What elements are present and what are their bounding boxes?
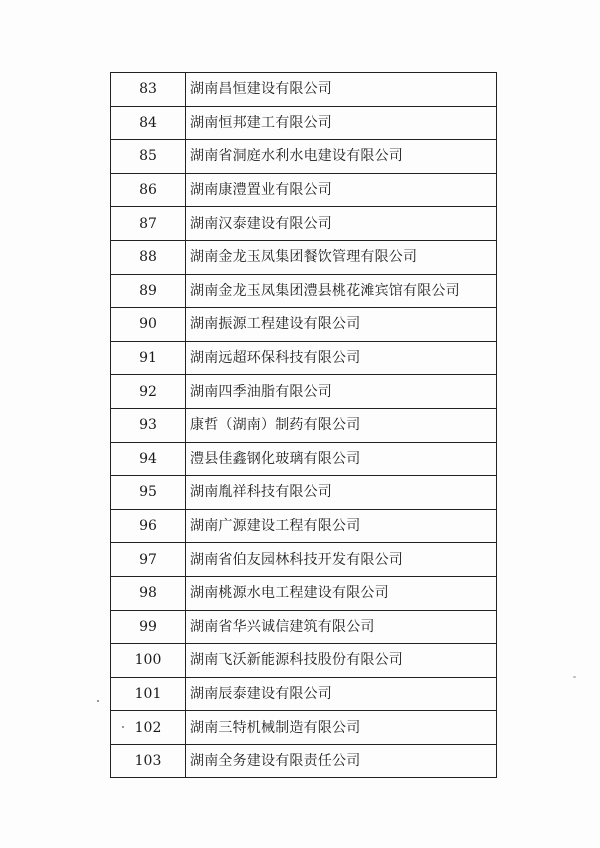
- row-number: 87: [111, 207, 186, 241]
- row-number: 98: [111, 576, 186, 610]
- row-number: 99: [111, 610, 186, 644]
- table-row: [111, 408, 497, 442]
- company-name: 澧县佳鑫钢化玻璃有限公司: [186, 442, 497, 476]
- row-number: 86: [111, 173, 186, 207]
- company-name: 湖南康澧置业有限公司: [186, 173, 497, 207]
- row-number: 83: [111, 73, 186, 107]
- scan-speck: [97, 700, 99, 702]
- company-name: 湖南金龙玉凤集团餐饮管理有限公司: [186, 240, 497, 274]
- row-number: 100: [111, 644, 186, 678]
- company-name: 康哲（湖南）制药有限公司: [186, 408, 497, 442]
- row-number: 96: [111, 509, 186, 543]
- table-row: [111, 543, 497, 577]
- table-row: [111, 509, 497, 543]
- row-number: 95: [111, 476, 186, 510]
- table-row: [111, 173, 497, 207]
- company-name: 湖南胤祥科技有限公司: [186, 476, 497, 510]
- scan-speck: [122, 726, 124, 728]
- row-number: 103: [111, 744, 186, 778]
- table-row: [111, 308, 497, 342]
- company-name: 湖南省伯友园林科技开发有限公司: [186, 543, 497, 577]
- table-row: [111, 677, 497, 711]
- table-row: [111, 106, 497, 140]
- table-row: [111, 341, 497, 375]
- table-row: [111, 442, 497, 476]
- table-row: [111, 744, 497, 778]
- row-number: 97: [111, 543, 186, 577]
- row-number: 101: [111, 677, 186, 711]
- company-name: 湖南飞沃新能源科技股份有限公司: [186, 644, 497, 678]
- table-row: [111, 140, 497, 174]
- company-name: 湖南四季油脂有限公司: [186, 375, 497, 409]
- row-number: 93: [111, 408, 186, 442]
- table-row: [111, 73, 497, 107]
- table-row: [111, 274, 497, 308]
- row-number: 102: [111, 711, 186, 745]
- row-number: 92: [111, 375, 186, 409]
- row-number: 91: [111, 341, 186, 375]
- row-number: 84: [111, 106, 186, 140]
- table-row: [111, 207, 497, 241]
- company-name: 湖南振源工程建设有限公司: [186, 308, 497, 342]
- table-row: [111, 711, 497, 745]
- table-row: [111, 476, 497, 510]
- row-number: 85: [111, 140, 186, 174]
- company-name: 湖南金龙玉凤集团澧县桃花滩宾馆有限公司: [186, 274, 497, 308]
- row-number: 88: [111, 240, 186, 274]
- company-name: 湖南恒邦建工有限公司: [186, 106, 497, 140]
- company-list-table: [110, 72, 497, 778]
- company-name: 湖南桃源水电工程建设有限公司: [186, 576, 497, 610]
- company-name: 湖南广源建设工程有限公司: [186, 509, 497, 543]
- table-row: [111, 375, 497, 409]
- table-row: [111, 240, 497, 274]
- row-number: 94: [111, 442, 186, 476]
- row-number: 89: [111, 274, 186, 308]
- table-row: [111, 610, 497, 644]
- company-name: 湖南昌恒建设有限公司: [186, 73, 497, 107]
- company-name: 湖南省洞庭水利水电建设有限公司: [186, 140, 497, 174]
- company-name: 湖南省华兴诚信建筑有限公司: [186, 610, 497, 644]
- table-row: [111, 644, 497, 678]
- company-name: 湖南远超环保科技有限公司: [186, 341, 497, 375]
- row-number: 90: [111, 308, 186, 342]
- company-name: 湖南三特机械制造有限公司: [186, 711, 497, 745]
- company-name: 湖南汉泰建设有限公司: [186, 207, 497, 241]
- table-row: [111, 576, 497, 610]
- company-name: 湖南全务建设有限责任公司: [186, 744, 497, 778]
- scan-speck: [573, 676, 576, 678]
- company-name: 湖南辰泰建设有限公司: [186, 677, 497, 711]
